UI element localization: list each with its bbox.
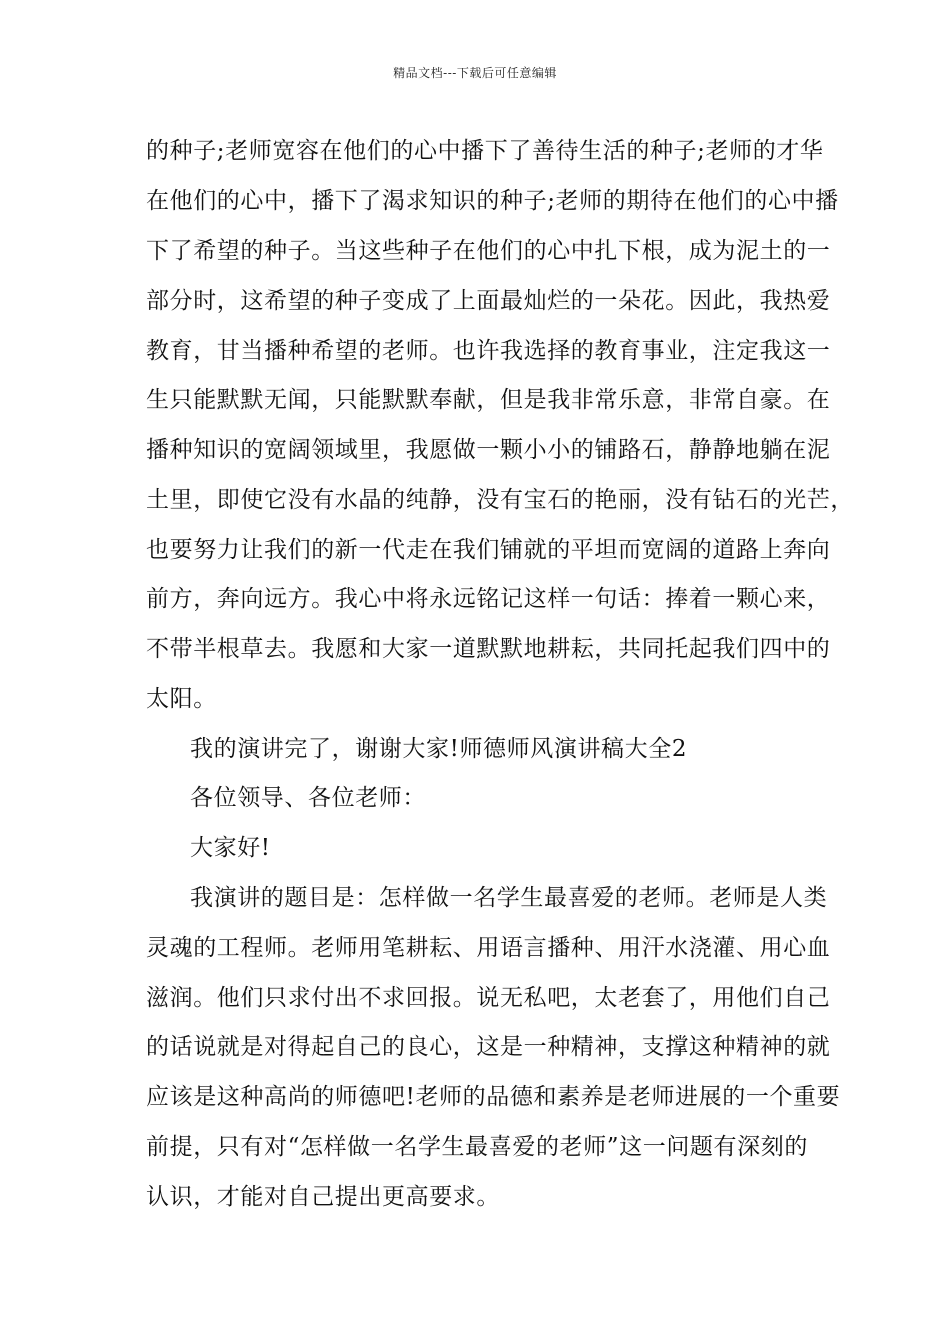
text-line: 的种子;老师宽容在他们的心中播下了善待生活的种子;老师的才华: [146, 138, 824, 164]
text-line: 部分时，这希望的种子变成了上面最灿烂的一朵花。因此，我热爱: [146, 288, 831, 314]
text-line: 应该是这种高尚的师德吧!老师的品德和素养是老师进展的一个重要: [146, 1084, 841, 1110]
text-line: 生只能默默无闻，只能默默奉献，但是我非常乐意，非常自豪。在: [146, 387, 831, 413]
text-line: 前方，奔向远方。我心中将永远铭记这样一句话：捧着一颗心来，: [146, 586, 831, 612]
text-line: 教育，甘当播种希望的老师。也许我选择的教育事业，注定我这一: [146, 338, 831, 364]
text-line: 也要努力让我们的新一代走在我们铺就的平坦而宽阔的道路上奔向: [146, 537, 831, 563]
page-header: 精品文档---下载后可任意编辑: [393, 66, 557, 80]
text-line: 播种知识的宽阔领域里，我愿做一颗小小的铺路石，静静地躺在泥: [146, 437, 831, 463]
text-line: 土里，即使它没有水晶的纯静，没有宝石的艳丽，没有钻石的光芒，: [146, 487, 854, 513]
text-line: 前提，只有对“怎样做一名学生最喜爱的老师”这一问题有深刻的: [146, 1134, 808, 1160]
text-line: 不带半根草去。我愿和大家一道默默地耕耘，共同托起我们四中的: [146, 636, 831, 662]
text-line: 大家好!: [190, 835, 271, 861]
text-line: 我演讲的题目是：怎样做一名学生最喜爱的老师。老师是人类: [190, 885, 828, 911]
text-line: 太阳。: [146, 686, 217, 712]
text-line: 下了希望的种子。当这些种子在他们的心中扎下根，成为泥土的一: [146, 238, 831, 264]
text-line: 在他们的心中，播下了渴求知识的种子;老师的期待在他们的心中播: [146, 188, 839, 214]
text-line: 我的演讲完了，谢谢大家!师德师风演讲稿大全2: [190, 736, 688, 762]
text-line: 灵魂的工程师。老师用笔耕耘、用语言播种、用汗水浇灌、用心血: [146, 935, 831, 961]
text-line: 认识，才能对自己提出更高要求。: [146, 1184, 500, 1210]
text-line: 的话说就是对得起自己的良心，这是一种精神，支撑这种精神的就: [146, 1034, 831, 1060]
text-line: 各位领导、各位老师：: [190, 785, 426, 811]
text-line: 滋润。他们只求付出不求回报。说无私吧，太老套了，用他们自己: [146, 985, 831, 1011]
